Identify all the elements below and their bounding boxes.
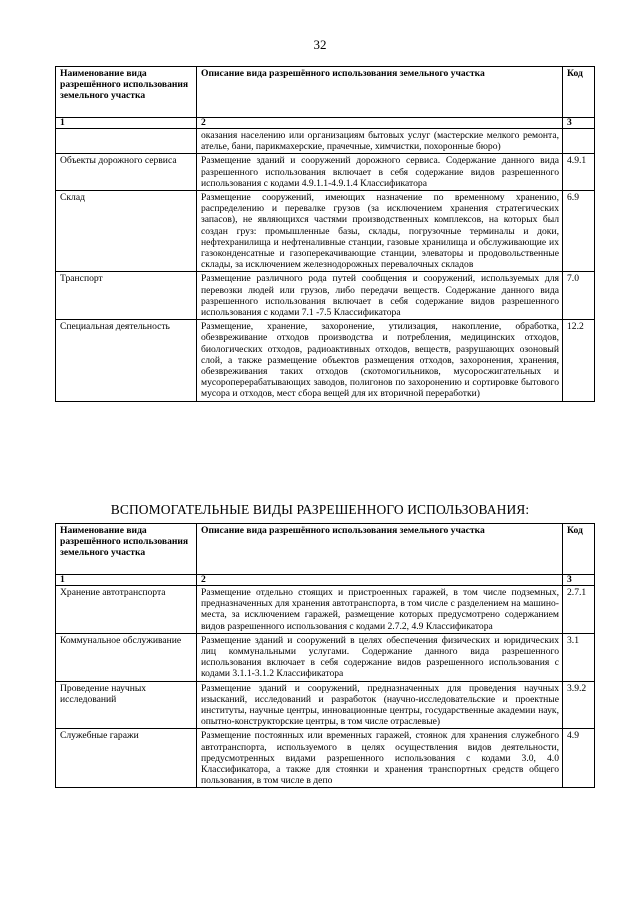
use-type-name: Коммунальное обслуживание (56, 633, 197, 681)
use-type-code: 2.7.1 (563, 586, 595, 634)
table-row (56, 272, 595, 320)
column-number: 3 (563, 118, 595, 129)
use-type-name: Хранение автотранспорта (56, 586, 197, 634)
use-type-description: Размещение зданий и сооружений в целях обеспечения физических и юридических лиц коммунальными услугами. Содержание данного вида разрешенного использования включает в себя содержание видов разрешенного использования с кодами 3.1.1-3.1.2 Классификатора (197, 633, 563, 681)
header-description-column: Описание вида разрешённого использования земельного участка (197, 67, 563, 118)
land-use-table-main (55, 66, 595, 402)
table-row (56, 729, 595, 788)
header-description-column: Описание вида разрешённого использования земельного участка (197, 524, 563, 575)
column-number: 2 (197, 575, 563, 586)
use-type-description: Размещение различного рода путей сообщения и сооружений, используемых для перевозки людей или грузов, либо передачи веществ. Содержание данного вида разрешенного использования включает в себя содержание видов разрешенного использования с кодами 7.1 -7.5 Классификатора (197, 272, 563, 320)
use-type-description: Размещение, хранение, захоронение, утилизация, накопление, обработка, обезвреживание отходов производства и потребления, медицинских отходов, биологических отходов, радиоактивных отходов, веществ, разрушающих озоновый слой, а также размещение объектов размещения отходов, захоронения, хранения, обезвреживания таких отходов (скотомогильников, мусоросжигательных и мусороперерабатывающих заводов, полигонов по захоронению и сортировке бытового мусора и отходов, мест сбора вещей для их вторичной переработки) (197, 320, 563, 401)
use-type-code: 4.9 (563, 729, 595, 788)
column-number-row (56, 118, 595, 129)
use-type-description: оказания населению или организациям бытовых услуг (мастерские мелкого ремонта, ателье, бани, парикмахерские, прачечные, химчистки, похоронные бюро) (197, 129, 563, 154)
table-row (56, 154, 595, 191)
table-header-row (56, 67, 595, 118)
table-row (56, 129, 595, 154)
use-type-name: Объекты дорожного сервиса (56, 154, 197, 191)
header-code-column: Код (563, 67, 595, 118)
use-type-code: 6.9 (563, 191, 595, 272)
table-row (56, 633, 595, 681)
table-row (56, 320, 595, 401)
use-type-code (563, 129, 595, 154)
page-number: 32 (313, 37, 327, 52)
use-type-description: Размещение зданий и сооружений, предназначенных для проведения научных изысканий, исследований и разработок (научно-исследовательские и проектные институты, научные центры, инновационные центры, государственные академии наук, опытно-конструкторские центры, в том числе отраслевые) (197, 681, 563, 729)
use-type-description: Размещение постоянных или временных гаражей, стоянок для хранения служебного автотранспорта, используемого в целях осуществления видов деятельности, предусмотренных видами разрешенного использования с кодами 3.0, 4.0 Классификатора, а также для стоянки и хранения транспортных средств общего пользования, в том числе в депо (197, 729, 563, 788)
use-type-description: Размещение сооружений, имеющих назначение по временному хранению, распределению и перевалке грузов (за исключением хранения стратегических запасов), не являющихся частями производственных комплексов, на которых был создан груз: промышленные базы, склады, погрузочные терминалы и доки, нефтехранилища и нефтеналивные станции, газовые хранилища и обслуживающие их газоконденсатные и газоперекачивающие станции, элеваторы и продовольственные склады, за исключением железнодорожных перевалочных складов (197, 191, 563, 272)
use-type-name: Склад (56, 191, 197, 272)
column-number: 1 (56, 118, 197, 129)
use-type-code: 3.9.2 (563, 681, 595, 729)
table-row (56, 586, 595, 634)
table-row (56, 681, 595, 729)
column-number: 3 (563, 575, 595, 586)
use-type-name (56, 129, 197, 154)
use-type-name: Транспорт (56, 272, 197, 320)
land-use-table-auxiliary (55, 523, 595, 788)
use-type-code: 4.9.1 (563, 154, 595, 191)
column-number-row (56, 575, 595, 586)
table-row (56, 191, 595, 272)
use-type-name: Служебные гаражи (56, 729, 197, 788)
header-name-column: Наименование вида разрешённого использования земельного участка (56, 67, 197, 118)
use-type-code: 7.0 (563, 272, 595, 320)
header-name-column: Наименование вида разрешённого использования земельного участка (56, 524, 197, 575)
use-type-description: Размещение отдельно стоящих и пристроенных гаражей, в том числе подземных, предназначенных для хранения автотранспорта, в том числе с разделением на машино-места, за исключением гаражей, размещение которых предусмотрено содержанием видов разрешенного использования с кодами 2.7.2, 4.9 Классификатора (197, 586, 563, 634)
column-number: 1 (56, 575, 197, 586)
use-type-description: Размещение зданий и сооружений дорожного сервиса. Содержание данного вида разрешенного использования включает в себя содержание видов разрешенного использования с кодами 4.9.1.1-4.9.1.4 Классификатора (197, 154, 563, 191)
table-header-row (56, 524, 595, 575)
use-type-code: 12.2 (563, 320, 595, 401)
use-type-code: 3.1 (563, 633, 595, 681)
header-code-column: Код (563, 524, 595, 575)
use-type-name: Специальная деятельность (56, 320, 197, 401)
column-number: 2 (197, 118, 563, 129)
use-type-name: Проведение научных исследований (56, 681, 197, 729)
section-heading: ВСПОМОГАТЕЛЬНЫЕ ВИДЫ РАЗРЕШЕННОГО ИСПОЛЬЗОВАНИЯ: (110, 502, 530, 517)
